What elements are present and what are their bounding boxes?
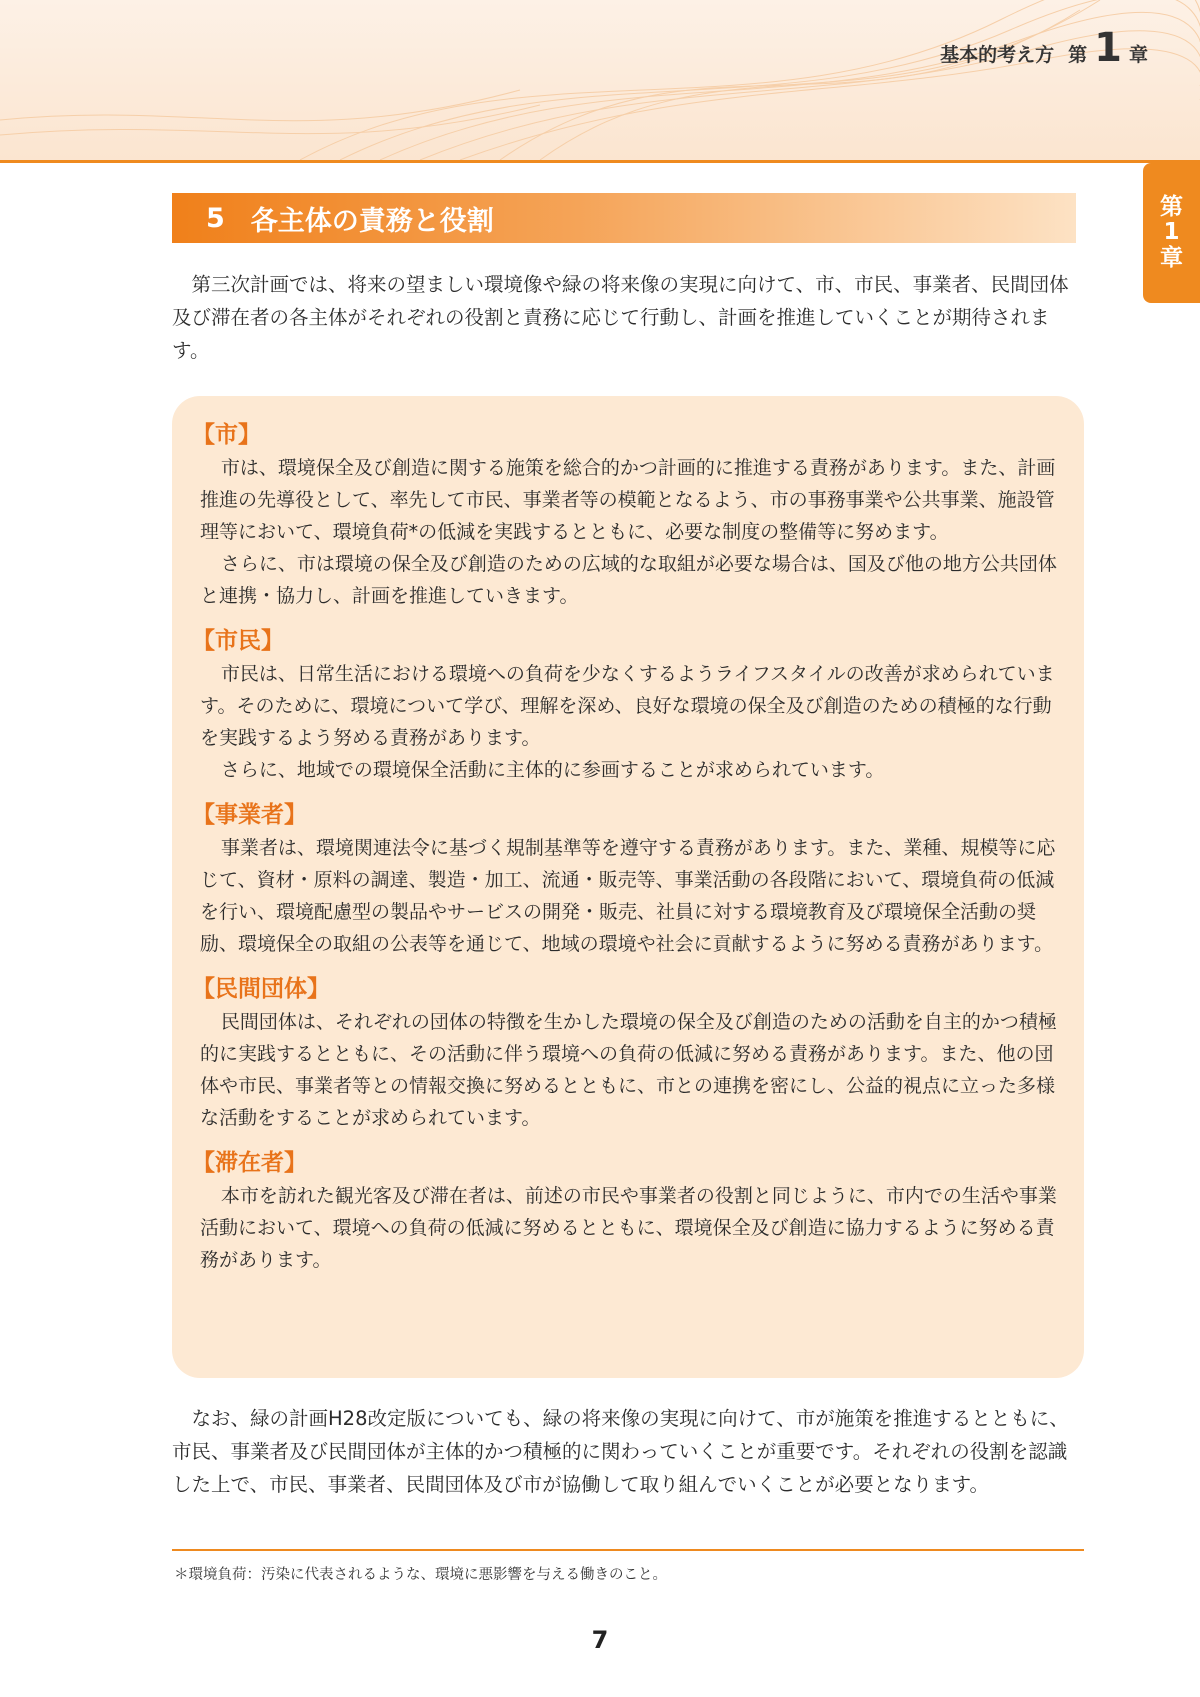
page-number: 7 (591, 1626, 609, 1654)
role-paragraph: 市民は、日常生活における環境への負荷を少なくするようライフスタイルの改善が求められています。そのために、環境について学び、理解を深め、良好な環境の保全及び創造のための積極的な行動を実践するよう努める責務があります。 (200, 663, 1055, 749)
section-heading (172, 193, 1076, 243)
intro-paragraph (172, 268, 1082, 367)
role-heading: 【市民】 (192, 628, 284, 654)
role-paragraph: 民間団体は、それぞれの団体の特徴を生かした環境の保全及び創造のための活動を自主的かつ積極的に実践するとともに、その活動に伴う環境への負荷の低減に努める責務があります。また、他の団体や市民、事業者等との情報交換に努めるとともに、市との連携を密にし、公益的視点に立った多様な活動をすることが求められています。 (200, 1011, 1057, 1129)
roles-box (172, 396, 1084, 1378)
closing-text: なお、緑の計画H28改定版についても、緑の将来像の実現に向けて、市が施策を推進するとともに、市民、事業者及び民間団体が主体的かつ積極的に関わっていくことが重要です。それぞれの役割を認識した上で、市民、事業者、民間団体及び市が協働して取り組んでいくことが必要となります。 (172, 1407, 1069, 1496)
role-citizens (192, 624, 1062, 786)
chapter-prefix: 第 (1068, 44, 1088, 66)
role-businesses (192, 798, 1062, 960)
role-paragraph: 市は、環境保全及び創造に関する施策を総合的かつ計画的に推進する責務があります。また、計画推進の先導役として、率先して市民、事業者等の模範となるよう、市の事務事業や公共事業、施設管理等において、環境負荷*の低減を実践するとともに、必要な制度の整備等に努めます。 (200, 457, 1056, 543)
role-heading: 【市】 (192, 422, 261, 448)
role-paragraph: 事業者は、環境関連法令に基づく規制基準等を遵守する責務があります。また、業種、規模等に応じて、資材・原料の調達、製造・加工、流通・販売等、事業活動の各段階において、環境負荷の低減を行い、環境配慮型の製品やサービスの開発・販売、社員に対する環境教育及び環境保全活動の奨励、環境保全の取組の公表等を通じて、地域の環境や社会に貢献するように努める責務があります。 (200, 837, 1056, 955)
section-title: 各主体の責務と役割 (250, 205, 494, 237)
role-paragraph: さらに、市は環境の保全及び創造のための広域的な取組が必要な場合は、国及び他の地方公共団体と連携・協力し、計画を推進していきます。 (200, 553, 1057, 607)
chapter-number: 1 (1094, 25, 1122, 71)
footnote: ＊環境負荷：汚染に代表されるような、環境に悪影響を与える働きのこと。 (174, 1567, 667, 1583)
chapter-side-tab (1143, 163, 1200, 303)
role-paragraph: さらに、地域での環境保全活動に主体的に参画することが求められています。 (220, 759, 885, 781)
role-heading: 【滞在者】 (192, 1150, 307, 1176)
section-number: 5 (206, 202, 225, 234)
role-private-organizations (192, 972, 1062, 1134)
header-background (0, 0, 1200, 160)
decorative-wave-lines (0, 0, 1200, 160)
side-tab-line1: 第 (1160, 194, 1183, 221)
intro-text: 第三次計画では、将来の望ましい環境像や緑の将来像の実現に向けて、市、市民、事業者、民間団体及び滞在者の各主体がそれぞれの役割と責務に応じて行動し、計画を推進していくことが期待されます。 (172, 273, 1069, 362)
chapter-suffix: 章 (1128, 44, 1148, 66)
role-heading: 【民間団体】 (192, 976, 330, 1002)
roles-list (192, 418, 1062, 1288)
role-heading: 【事業者】 (192, 802, 307, 828)
role-visitors (192, 1146, 1062, 1276)
side-tab-line3: 章 (1160, 244, 1183, 271)
footnote-rule (172, 1549, 1084, 1551)
header-rule (0, 160, 1200, 163)
running-header (940, 25, 1148, 71)
side-tab-line2: 1 (1163, 219, 1180, 246)
closing-paragraph (172, 1402, 1082, 1501)
role-city (192, 418, 1062, 612)
running-title: 基本的考え方 (940, 44, 1055, 66)
role-paragraph: 本市を訪れた観光客及び滞在者は、前述の市民や事業者の役割と同じように、市内での生活や事業活動において、環境への負荷の低減に努めるとともに、環境保全及び創造に協力するように努める責務があります。 (200, 1185, 1057, 1271)
